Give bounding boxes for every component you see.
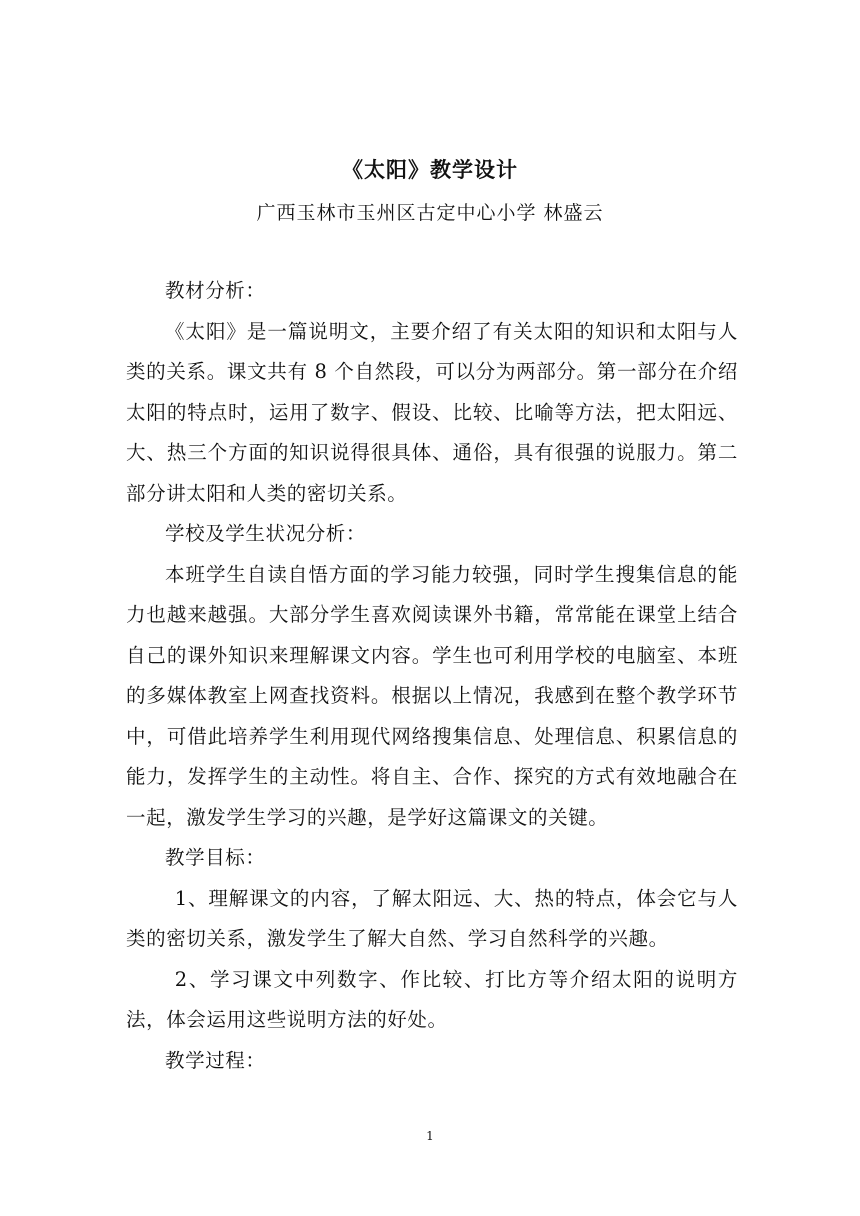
teaching-goal-2: 2、学习课文中列数字、作比较、打比方等介绍太阳的说明方法，体会运用这些说明方法的好处。 [126,967,738,1031]
author-line: 广西玉林市玉州区古定中心小学 林盛云 [256,202,604,224]
section-heading-teaching-goals: 教学目标： [165,846,266,869]
section-heading-material-analysis: 教材分析： [165,279,266,302]
section-heading-teaching-process: 教学过程： [165,1048,266,1072]
document-body [126,271,738,1081]
paragraph-material-analysis: 《太阳》是一篇说明文，主要介绍了有关太阳的知识和太阳与人类的关系。课文共有 8 个自然段，可以分为两部分。第一部分在介绍太阳的特点时，运用了数字、假设、比较、比喻等方法，把太阳远、大、热三个方面的知识说得很具体、通俗，具有很强的说服力。第二部分讲太阳和人类的密切关系。 [126,319,738,505]
page-number: 1 [426,1129,434,1143]
paragraph-student-analysis: 本班学生自读自悟方面的学习能力较强，同时学生搜集信息的能力也越来越强。大部分学生喜欢阅读课外书籍，常常能在课堂上结合自己的课外知识来理解课文内容。学生也可利用学校的电脑室、本班的多媒体教室上网查找资料。根据以上情况，我感到在整个教学环节中，可借此培养学生利用现代网络搜集信息、处理信息、积累信息的能力，发挥学生的主动性。将自主、合作、探究的方式有效地融合在一起，激发学生学习的兴趣，是学好这篇课文的关键。 [126,562,738,829]
section-heading-student-analysis: 学校及学生状况分析： [165,522,367,545]
teaching-goal-1: 1、理解课文的内容，了解太阳远、大、热的特点，体会它与人类的密切关系，激发学生了解大自然、学习自然科学的兴趣。 [126,886,738,950]
document-title: 《太阳》教学设计 [342,157,518,182]
